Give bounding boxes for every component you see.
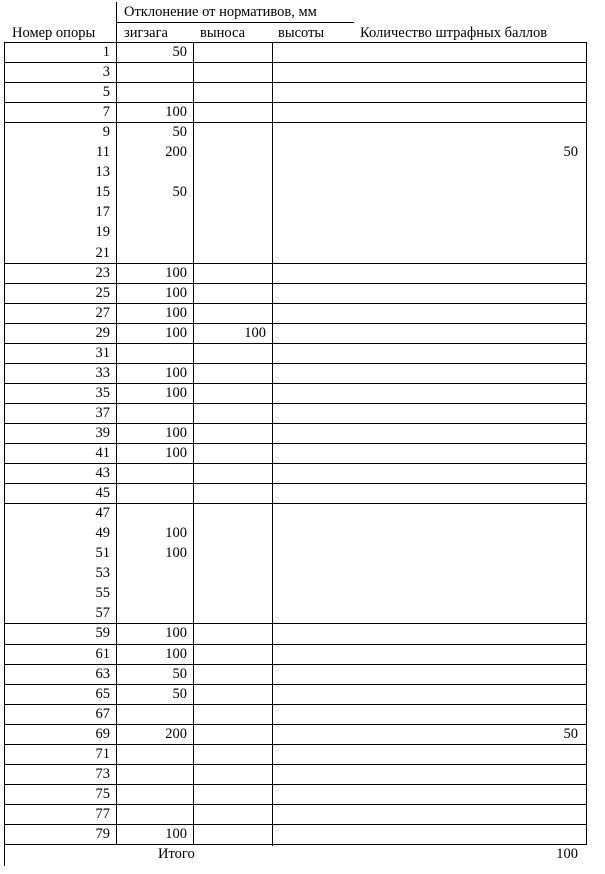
zigzag-cell: 50 [172, 124, 187, 141]
grid-line [4, 844, 587, 845]
support-number-cell: 19 [95, 224, 110, 241]
offset-cell: 100 [244, 324, 266, 341]
zigzag-cell: 200 [165, 144, 187, 161]
support-number-cell: 5 [102, 84, 110, 101]
grid-line [4, 383, 587, 384]
grid-line [4, 664, 587, 665]
support-number-cell: 49 [95, 525, 110, 542]
zigzag-cell: 50 [172, 184, 187, 201]
header-zigzag: зигзага [124, 25, 168, 41]
zigzag-cell: 100 [165, 545, 187, 562]
grid-line [272, 42, 273, 846]
support-number-cell: 69 [95, 725, 110, 742]
support-number-cell: 3 [102, 64, 110, 81]
grid-line [4, 363, 587, 364]
zigzag-cell: 100 [165, 284, 187, 301]
zigzag-cell: 100 [165, 264, 187, 281]
support-number-cell: 43 [95, 465, 110, 482]
support-number-cell: 41 [95, 445, 110, 461]
support-number-cell: 15 [95, 184, 110, 201]
grid-line [4, 102, 587, 103]
support-number-cell: 31 [95, 344, 110, 361]
grid-line [4, 684, 587, 685]
support-number-cell: 1 [102, 44, 110, 60]
grid-line [4, 303, 587, 304]
support-number-cell: 75 [95, 785, 110, 802]
grid-line [4, 82, 587, 83]
grid-line [4, 764, 587, 765]
grid-line [4, 323, 587, 324]
zigzag-cell: 100 [165, 384, 187, 401]
support-number-cell: 77 [95, 805, 110, 822]
grid-line [4, 724, 587, 725]
grid-line [4, 824, 587, 825]
grid-line [586, 42, 587, 844]
zigzag-cell: 50 [172, 685, 187, 702]
grid-line [4, 744, 587, 745]
support-number-cell: 53 [95, 565, 110, 582]
support-number-cell: 73 [95, 765, 110, 782]
grid-line [4, 263, 587, 264]
zigzag-cell: 100 [165, 364, 187, 381]
support-number-cell: 51 [95, 545, 110, 562]
header-penalty-points: Количество штрафных баллов [360, 25, 548, 41]
support-number-cell: 59 [95, 625, 110, 642]
header-group-title: Отклонение от нормативов, мм [124, 4, 317, 20]
grid-line [4, 423, 587, 424]
support-number-cell: 25 [95, 284, 110, 301]
penalty-cell: 50 [563, 725, 578, 742]
support-number-cell: 39 [95, 424, 110, 441]
zigzag-cell: 100 [165, 324, 187, 341]
support-number-cell: 45 [95, 485, 110, 502]
support-number-cell: 33 [95, 364, 110, 381]
total-label: Итого [158, 846, 195, 862]
support-number-cell: 79 [95, 825, 110, 842]
support-number-cell: 27 [95, 304, 110, 321]
grid-line [4, 62, 587, 63]
zigzag-cell: 100 [165, 104, 187, 121]
zigzag-cell: 100 [165, 645, 187, 662]
penalty-cell: 50 [563, 144, 578, 161]
grid-line [4, 704, 587, 705]
grid-line [4, 403, 587, 404]
grid-line [4, 283, 587, 284]
zigzag-cell: 100 [165, 424, 187, 441]
support-number-cell: 35 [95, 384, 110, 401]
header-support-number: Номер опоры [12, 25, 96, 41]
grid-line [4, 463, 587, 464]
support-number-cell: 63 [95, 665, 110, 682]
grid-line [4, 443, 587, 444]
grid-line [4, 122, 587, 123]
total-value: 100 [556, 846, 578, 862]
grid-line [4, 784, 587, 785]
support-number-cell: 7 [102, 104, 110, 121]
support-number-cell: 61 [95, 645, 110, 662]
grid-line [4, 42, 5, 866]
grid-line [116, 2, 117, 844]
zigzag-cell: 100 [165, 825, 187, 842]
support-number-cell: 47 [95, 505, 110, 522]
support-number-cell: 55 [95, 585, 110, 602]
support-number-cell: 37 [95, 404, 110, 421]
zigzag-cell: 100 [165, 625, 187, 642]
zigzag-cell: 100 [165, 445, 187, 461]
grid-line [4, 804, 587, 805]
grid-line [4, 343, 587, 344]
support-number-cell: 21 [95, 244, 110, 261]
support-number-cell: 13 [95, 164, 110, 181]
support-number-cell: 9 [102, 124, 110, 141]
support-number-cell: 57 [95, 605, 110, 622]
header-offset: выноса [200, 25, 246, 41]
support-number-cell: 23 [95, 264, 110, 281]
grid-line [116, 22, 354, 23]
zigzag-cell: 100 [165, 525, 187, 542]
support-number-cell: 11 [96, 144, 110, 161]
zigzag-cell: 200 [165, 725, 187, 742]
grid-line [4, 42, 587, 43]
header-height: высоты [278, 25, 325, 41]
grid-line [4, 503, 587, 504]
support-number-cell: 17 [95, 204, 110, 221]
grid-line [4, 623, 587, 624]
grid-line [4, 644, 587, 645]
support-number-cell: 29 [95, 324, 110, 341]
zigzag-cell: 50 [172, 665, 187, 682]
support-number-cell: 67 [95, 705, 110, 722]
support-number-cell: 71 [95, 745, 110, 762]
grid-line [4, 483, 587, 484]
grid-line [193, 42, 194, 844]
support-number-cell: 65 [95, 685, 110, 702]
zigzag-cell: 50 [172, 44, 187, 60]
zigzag-cell: 100 [165, 304, 187, 321]
